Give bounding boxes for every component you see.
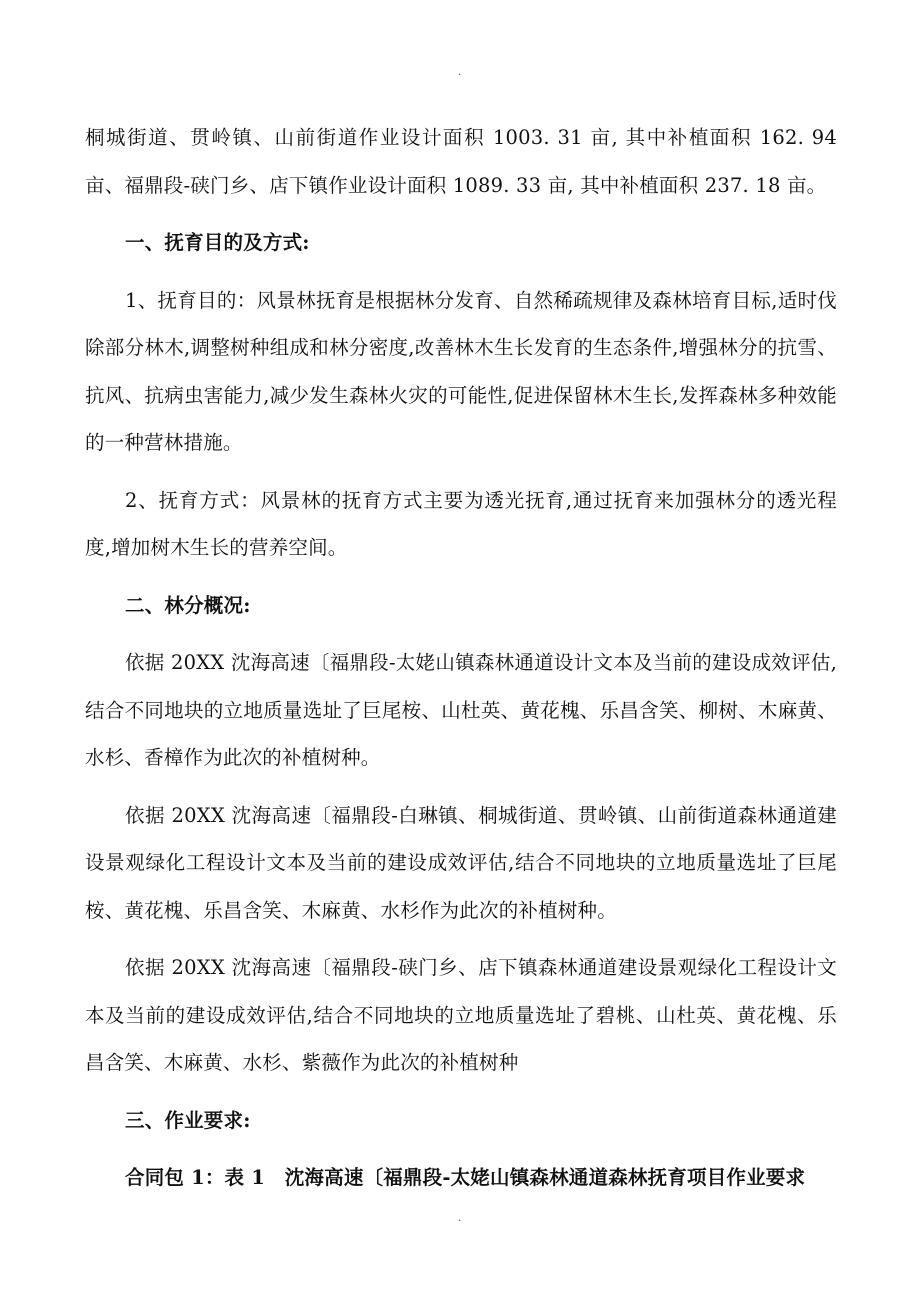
paragraph-taimushan: 依据 20XX 沈海高速〔福鼎段-太姥山镇森林通道设计文本及当前的建设成效评估,结合不同地块的立地质量选址了巨尾桉、山杜英、黄花槐、乐昌含笑、柳树、木麻黄、水杉、香樟作为此次的补植树种。 xyxy=(85,651,837,769)
section-heading-stand-overview: 二、林分概况: xyxy=(125,593,251,617)
paragraph-method: 2、抚育方式：风景林的抚育方式主要为透光抚育,通过抚育来加强林分的透光程度,增加树木生长的营养空间。 xyxy=(85,488,837,559)
section-heading-requirements: 三、作业要求: xyxy=(125,1108,251,1132)
paragraph-purpose: 1、抚育目的：风景林抚育是根据林分发育、自然稀疏规律及森林培育目标,适时伐除部分林木,调整树种组成和林分密度,改善林木生长发育的生态条件,增强林分的抗雪、抗风、抗病虫害能力,减少发生森林火灾的可能性,促进保留林木生长,发挥森林多种效能的一种营林措施。 xyxy=(85,288,837,454)
page-mark-top: . xyxy=(458,67,462,78)
contract-package-title: 合同包 1：表 1 沈海高速〔福鼎段-太姥山镇森林通道森林抚育项目作业要求 xyxy=(125,1166,806,1189)
paragraph-xiamen: 依据 20XX 沈海高速〔福鼎段-硖门乡、店下镇森林通道建设景观绿化工程设计文本及当前的建设成效评估,结合不同地块的立地质量选址了碧桃、山杜英、黄花槐、乐昌含笑、木麻黄、水杉、紫薇作为此次的补植树种 xyxy=(85,956,837,1074)
paragraph-area-summary: 桐城街道、贯岭镇、山前街道作业设计面积 1003. 31 亩, 其中补植面积 162. 94 亩、福鼎段-硖门乡、店下镇作业设计面积 1089. 33 亩, 其中补植面积 237. 18 亩。 xyxy=(85,126,837,197)
paragraph-bailin: 依据 20XX 沈海高速〔福鼎段-白琳镇、桐城街道、贯岭镇、山前街道森林通道建设景观绿化工程设计文本及当前的建设成效评估,结合不同地块的立地质量选址了巨尾桉、黄花槐、乐昌含笑、木麻黄、水杉作为此次的补植树种。 xyxy=(85,803,837,922)
page-mark-bottom: . xyxy=(458,1213,462,1224)
document-body xyxy=(85,114,837,1212)
section-heading-purpose: 一、抚育目的及方式: xyxy=(125,231,310,254)
